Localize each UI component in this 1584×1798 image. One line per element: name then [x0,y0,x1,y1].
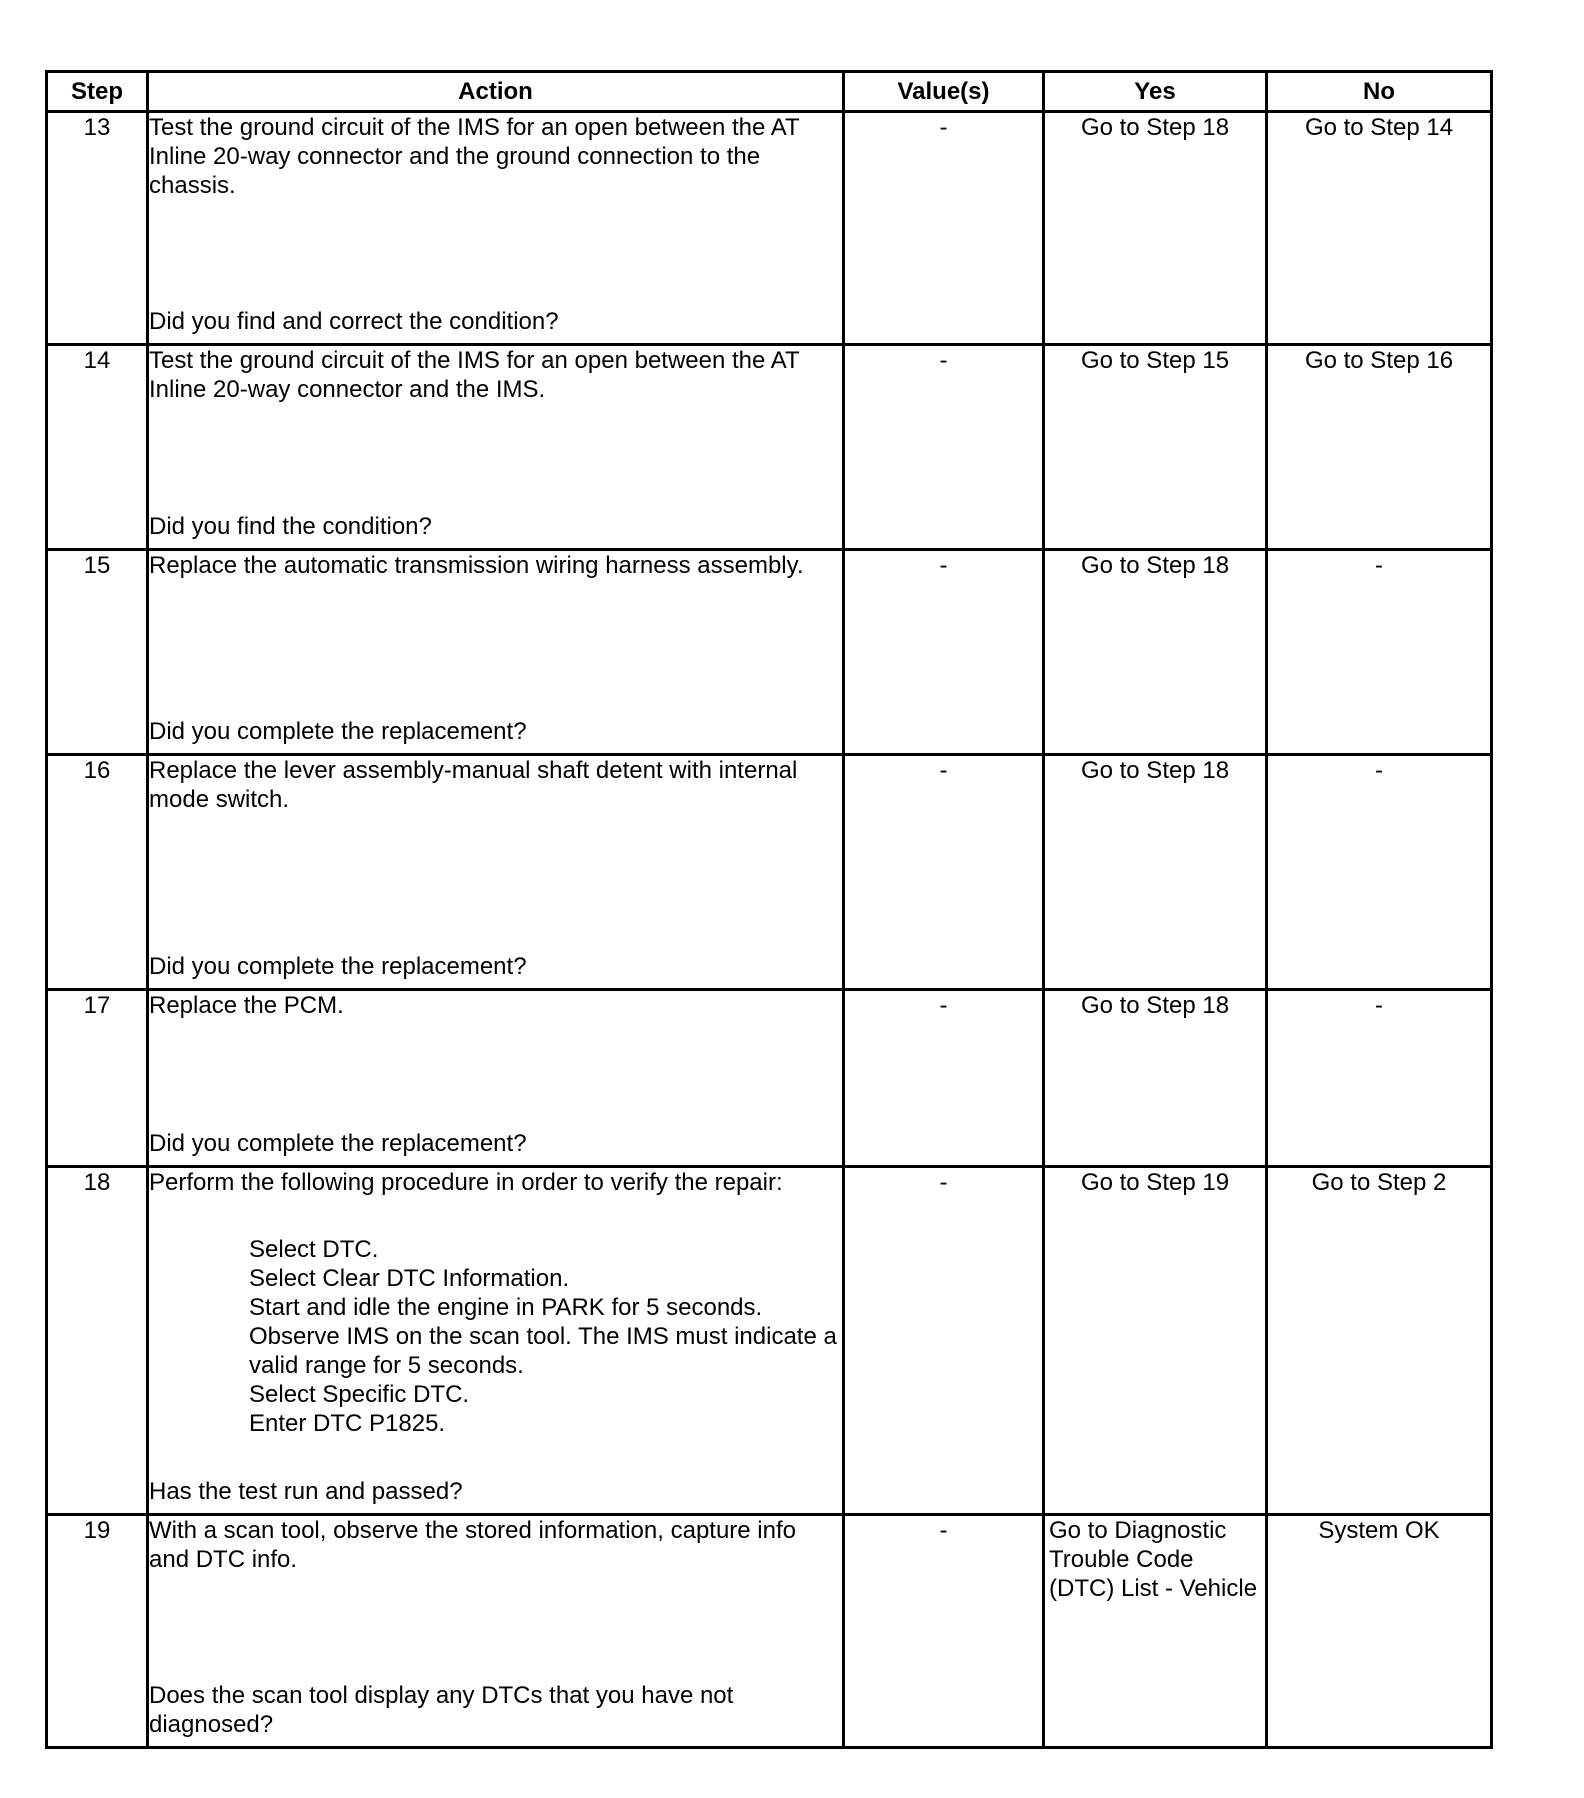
yes-cell: Go to Step 18 [1044,550,1267,755]
header-no: No [1267,72,1492,112]
value-cell: - [844,1515,1044,1748]
action-cell [148,755,844,990]
action-question: Did you complete the replacement? [149,718,527,745]
no-cell: - [1267,550,1492,755]
table-row [47,1515,1492,1748]
procedure-step: Enter DTC P1825. [249,1410,446,1437]
action-text: Perform the following procedure in order to verify the repair: [149,1169,783,1196]
no-cell: Go to Step 14 [1267,112,1492,345]
header-yes: Yes [1044,72,1267,112]
yes-cell: Go to Step 18 [1044,112,1267,345]
step-number: 19 [47,1515,148,1748]
header-values: Value(s) [844,72,1044,112]
action-text: Test the ground circuit of the IMS for an open between the AT Inline 20-way connector and the IMS. [149,347,800,403]
step-number: 16 [47,755,148,990]
no-cell: System OK [1267,1515,1492,1748]
yes-cell: Go to Diagnostic Trouble Code (DTC) List - Vehicle [1044,1515,1267,1748]
value-cell: - [844,990,1044,1167]
table-row [47,112,1492,345]
header-step: Step [47,72,148,112]
value-cell: - [844,755,1044,990]
procedure-step: Start and idle the engine in PARK for 5 seconds. [249,1294,763,1321]
yes-cell: Go to Step 19 [1044,1167,1267,1515]
header-row [47,72,1492,112]
diagnostic-table [45,70,1493,1749]
action-text: Replace the automatic transmission wiring harness assembly. [149,552,804,579]
procedure-list [249,1235,842,1438]
action-cell [148,1515,844,1748]
step-number: 13 [47,112,148,345]
procedure-step: Observe IMS on the scan tool. The IMS must indicate a valid range for 5 seconds. [249,1323,837,1379]
yes-cell: Go to Step 18 [1044,990,1267,1167]
table-row [47,990,1492,1167]
no-cell: Go to Step 2 [1267,1167,1492,1515]
step-number: 18 [47,1167,148,1515]
value-cell: - [844,112,1044,345]
procedure-step: Select Clear DTC Information. [249,1265,570,1292]
yes-cell: Go to Step 18 [1044,755,1267,990]
action-question: Has the test run and passed? [149,1478,463,1505]
procedure-step: Select Specific DTC. [249,1381,470,1408]
action-text: Replace the PCM. [149,992,344,1019]
no-cell: - [1267,755,1492,990]
action-question: Did you complete the replacement? [149,1130,527,1157]
action-cell [148,990,844,1167]
table-row [47,550,1492,755]
action-question: Did you find and correct the condition? [149,308,559,335]
procedure-step: Select DTC. [249,1236,379,1263]
action-question: Did you find the condition? [149,513,432,540]
yes-cell: Go to Step 15 [1044,345,1267,550]
step-number: 15 [47,550,148,755]
action-cell [148,112,844,345]
action-text: With a scan tool, observe the stored information, capture info and DTC info. [149,1517,797,1573]
value-cell: - [844,1167,1044,1515]
action-cell [148,550,844,755]
no-cell: Go to Step 16 [1267,345,1492,550]
action-text: Test the ground circuit of the IMS for an open between the AT Inline 20-way connector and the ground connection to the chassis. [149,114,800,199]
step-number: 17 [47,990,148,1167]
value-cell: - [844,550,1044,755]
header-action: Action [148,72,844,112]
no-cell: - [1267,990,1492,1167]
action-text: Replace the lever assembly-manual shaft detent with internal mode switch. [149,757,798,813]
table-row [47,755,1492,990]
action-cell [148,1167,844,1515]
action-question: Does the scan tool display any DTCs that you have not diagnosed? [149,1682,734,1738]
table-row [47,345,1492,550]
action-question: Did you complete the replacement? [149,953,527,980]
value-cell: - [844,345,1044,550]
step-number: 14 [47,345,148,550]
table-row [47,1167,1492,1515]
action-cell [148,345,844,550]
